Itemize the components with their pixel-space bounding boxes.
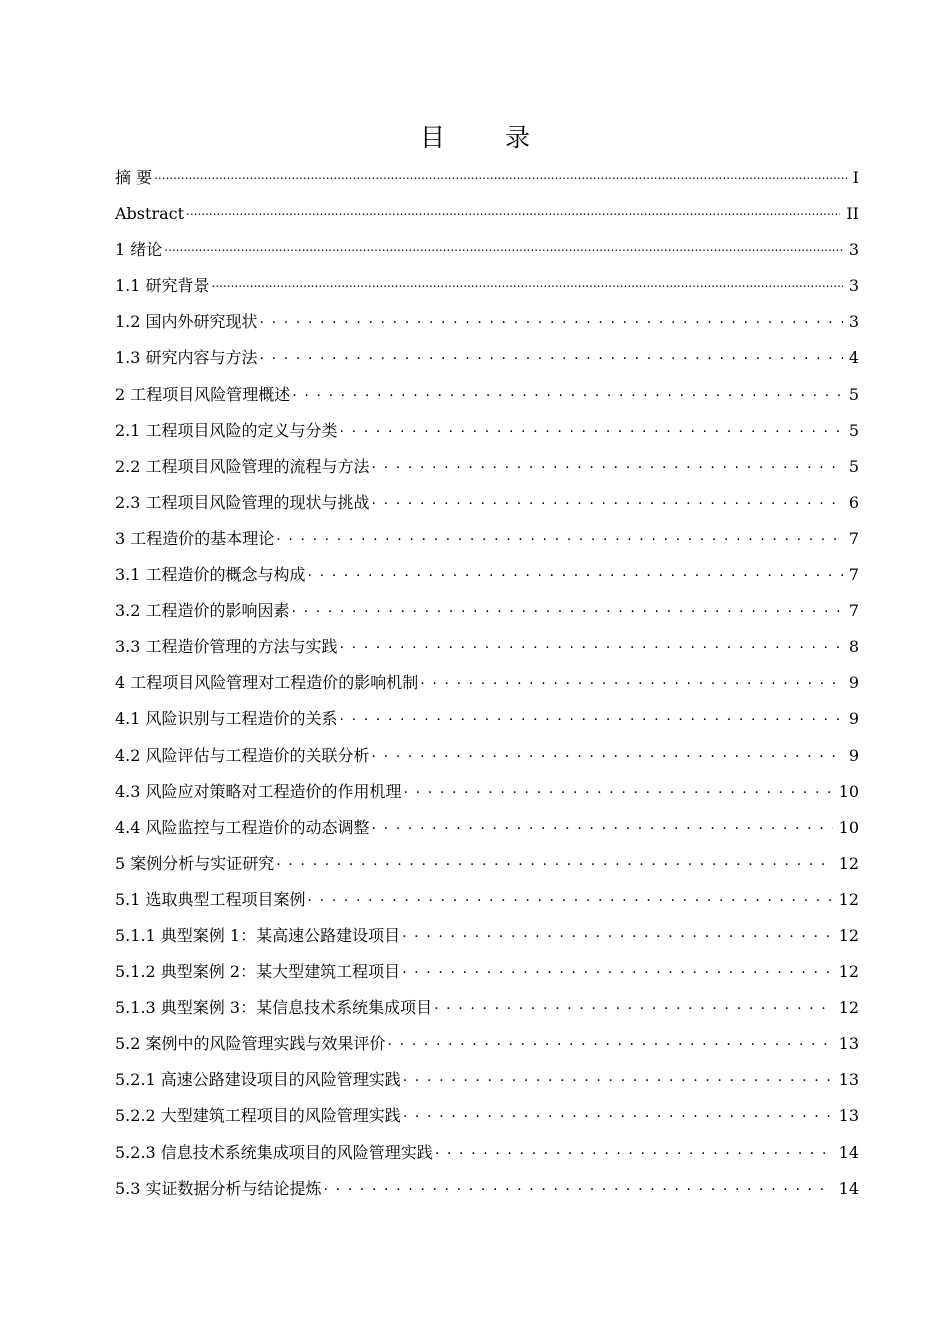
toc-entry-page-number: 14 bbox=[838, 1178, 859, 1198]
toc-entry[interactable] bbox=[115, 629, 859, 665]
toc-entry-label: 5.3 实证数据分析与结论提炼 bbox=[115, 1178, 322, 1198]
toc-entry-label: 5.1.3 典型案例 3：某信息技术系统集成项目 bbox=[115, 998, 433, 1018]
toc-entry[interactable] bbox=[115, 810, 859, 846]
toc-entry-page-number: 3 bbox=[848, 312, 859, 332]
toc-dot-leader bbox=[403, 1094, 833, 1131]
toc-entry[interactable] bbox=[115, 882, 859, 918]
toc-entry[interactable] bbox=[115, 774, 859, 810]
toc-entry[interactable] bbox=[115, 377, 859, 413]
toc-entry-page-number: 13 bbox=[838, 1070, 859, 1090]
toc-entry-page-number: I bbox=[852, 168, 859, 187]
toc-entry-label: 5.1.2 典型案例 2：某大型建筑工程项目 bbox=[115, 962, 401, 982]
toc-entry[interactable] bbox=[115, 593, 859, 629]
toc-dot-leader bbox=[340, 697, 843, 734]
toc-entry-label: 5.2 案例中的风险管理实践与效果评价 bbox=[115, 1034, 386, 1054]
toc-entry-label: 4.1 风险识别与工程造价的关系 bbox=[115, 709, 338, 729]
toc-entry-page-number: 10 bbox=[838, 781, 859, 801]
toc-entry[interactable] bbox=[115, 485, 859, 521]
toc-entry-page-number: 9 bbox=[848, 709, 859, 729]
toc-dot-leader bbox=[292, 373, 843, 410]
toc-entry-page-number: 7 bbox=[848, 565, 859, 585]
toc-dot-leader bbox=[324, 1167, 833, 1204]
toc-entry[interactable] bbox=[115, 160, 859, 196]
toc-entry-page-number: 13 bbox=[838, 1034, 859, 1054]
toc-entry-label: 1 绪论 bbox=[115, 240, 163, 260]
toc-entry[interactable] bbox=[115, 846, 859, 882]
toc-entry-label: 2.1 工程项目风险的定义与分类 bbox=[115, 420, 338, 440]
toc-entry[interactable] bbox=[115, 701, 859, 737]
toc-entry-page-number: 3 bbox=[848, 276, 859, 296]
toc-entry[interactable] bbox=[115, 738, 859, 774]
toc-entry[interactable] bbox=[115, 304, 859, 340]
page-title: 目 录 bbox=[420, 123, 556, 152]
toc-entry-label: 4.4 风险监控与工程造价的动态调整 bbox=[115, 817, 370, 837]
table-of-contents bbox=[115, 160, 859, 1207]
toc-entry-label: 4.3 风险应对策略对工程造价的作用机理 bbox=[115, 781, 402, 801]
toc-dot-leader bbox=[434, 986, 833, 1023]
toc-dot-leader bbox=[260, 336, 843, 373]
toc-entry-label: Abstract bbox=[115, 204, 185, 224]
toc-entry-label: 5.2.1 高速公路建设项目的风险管理实践 bbox=[115, 1070, 401, 1090]
toc-entry-page-number: 9 bbox=[848, 745, 859, 765]
toc-entry-label: 2 工程项目风险管理概述 bbox=[115, 384, 291, 404]
toc-entry-page-number: 10 bbox=[838, 817, 859, 837]
toc-entry-page-number: 13 bbox=[838, 1106, 859, 1126]
toc-entry[interactable] bbox=[115, 1098, 859, 1134]
toc-entry-page-number: 7 bbox=[848, 601, 859, 621]
toc-entry-page-number: 9 bbox=[848, 673, 859, 693]
toc-entry-label: 2.2 工程项目风险管理的流程与方法 bbox=[115, 456, 370, 476]
toc-dot-leader bbox=[186, 192, 840, 229]
toc-entry-label: 5.2.2 大型建筑工程项目的风险管理实践 bbox=[115, 1106, 401, 1126]
toc-dot-leader bbox=[276, 517, 843, 554]
toc-entry-page-number: 3 bbox=[848, 240, 859, 260]
toc-entry-page-number: 5 bbox=[848, 420, 859, 440]
toc-entry-page-number: 12 bbox=[838, 998, 859, 1018]
toc-entry[interactable] bbox=[115, 521, 859, 557]
toc-dot-leader bbox=[340, 625, 843, 662]
toc-entry-page-number: 12 bbox=[838, 853, 859, 873]
toc-dot-leader bbox=[260, 300, 843, 337]
toc-entry-page-number: 12 bbox=[838, 925, 859, 945]
toc-dot-leader bbox=[404, 770, 833, 807]
toc-entry-page-number: 5 bbox=[848, 456, 859, 476]
toc-entry[interactable] bbox=[115, 1135, 859, 1171]
toc-dot-leader bbox=[292, 589, 843, 626]
toc-entry-label: 1.3 研究内容与方法 bbox=[115, 348, 258, 368]
toc-entry-label: 3.1 工程造价的概念与构成 bbox=[115, 565, 306, 585]
toc-entry[interactable] bbox=[115, 990, 859, 1026]
toc-dot-leader bbox=[403, 1058, 833, 1095]
toc-entry[interactable] bbox=[115, 1026, 859, 1062]
toc-dot-leader bbox=[402, 914, 833, 951]
toc-dot-leader bbox=[420, 661, 843, 698]
toc-entry[interactable] bbox=[115, 918, 859, 954]
toc-entry-label: 5 案例分析与实证研究 bbox=[115, 853, 275, 873]
toc-entry-page-number: 7 bbox=[848, 528, 859, 548]
toc-dot-leader bbox=[276, 842, 832, 879]
toc-entry[interactable] bbox=[115, 1171, 859, 1207]
toc-dot-leader bbox=[308, 553, 843, 590]
toc-entry-page-number: II bbox=[846, 204, 859, 224]
toc-entry[interactable] bbox=[115, 413, 859, 449]
toc-entry-label: 4 工程项目风险管理对工程造价的影响机制 bbox=[115, 673, 419, 693]
toc-entry[interactable] bbox=[115, 196, 859, 232]
toc-entry[interactable] bbox=[115, 340, 859, 376]
toc-entry-page-number: 12 bbox=[838, 889, 859, 909]
toc-entry-page-number: 12 bbox=[838, 962, 859, 982]
toc-entry-label: 3.3 工程造价管理的方法与实践 bbox=[115, 637, 338, 657]
toc-entry[interactable] bbox=[115, 557, 859, 593]
toc-dot-leader bbox=[164, 228, 843, 265]
toc-entry-label: 5.1.1 典型案例 1：某高速公路建设项目 bbox=[115, 925, 401, 945]
toc-entry-page-number: 8 bbox=[848, 637, 859, 657]
toc-entry[interactable] bbox=[115, 665, 859, 701]
toc-entry-label: 1.2 国内外研究现状 bbox=[115, 312, 258, 332]
toc-entry-page-number: 4 bbox=[848, 348, 859, 368]
toc-dot-leader bbox=[372, 481, 843, 518]
toc-entry-label: 3 工程造价的基本理论 bbox=[115, 528, 275, 548]
toc-entry[interactable] bbox=[115, 268, 859, 304]
toc-entry-label: 1.1 研究背景 bbox=[115, 276, 210, 296]
toc-dot-leader bbox=[340, 409, 843, 446]
toc-dot-leader bbox=[372, 445, 843, 482]
toc-entry-label: 5.1 选取典型工程项目案例 bbox=[115, 889, 306, 909]
toc-entry[interactable] bbox=[115, 1062, 859, 1098]
toc-dot-leader bbox=[402, 950, 833, 987]
toc-entry-page-number: 6 bbox=[848, 492, 859, 512]
toc-dot-leader bbox=[388, 1022, 833, 1059]
toc-entry-label: 2.3 工程项目风险管理的现状与挑战 bbox=[115, 492, 370, 512]
toc-entry-label: 3.2 工程造价的影响因素 bbox=[115, 601, 290, 621]
toc-dot-leader bbox=[212, 264, 843, 301]
toc-dot-leader bbox=[435, 1131, 833, 1168]
toc-entry-label: 4.2 风险评估与工程造价的关联分析 bbox=[115, 745, 370, 765]
toc-entry[interactable] bbox=[115, 232, 859, 268]
toc-dot-leader bbox=[154, 156, 847, 193]
toc-dot-leader bbox=[372, 734, 843, 771]
toc-dot-leader bbox=[372, 806, 833, 843]
toc-entry-label: 摘 要 bbox=[115, 168, 153, 187]
toc-entry-page-number: 14 bbox=[838, 1142, 859, 1162]
toc-entry[interactable] bbox=[115, 449, 859, 485]
toc-entry[interactable] bbox=[115, 954, 859, 990]
toc-entry-page-number: 5 bbox=[848, 384, 859, 404]
toc-dot-leader bbox=[308, 878, 833, 915]
toc-entry-label: 5.2.3 信息技术系统集成项目的风险管理实践 bbox=[115, 1142, 433, 1162]
